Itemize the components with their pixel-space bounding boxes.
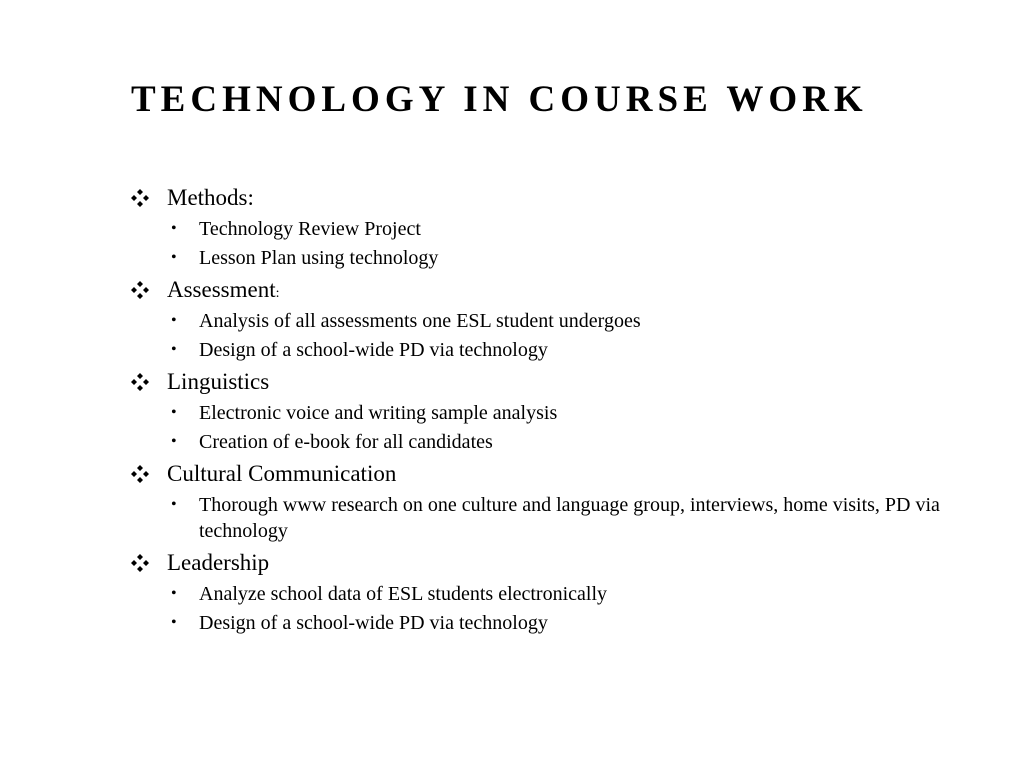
bullet-dot: • bbox=[171, 614, 177, 631]
section-heading bbox=[131, 547, 951, 578]
bullet-dot: • bbox=[171, 249, 177, 266]
four-diamonds-icon bbox=[131, 465, 149, 483]
section-heading bbox=[131, 458, 951, 489]
section-heading-text: Assessment bbox=[167, 277, 276, 302]
bullet-dot: • bbox=[171, 312, 177, 329]
list-item-text: Design of a school-wide PD via technology bbox=[199, 339, 548, 361]
list-item bbox=[131, 308, 951, 334]
bullet-dot: • bbox=[171, 341, 177, 358]
list-item-text: Lesson Plan using technology bbox=[199, 247, 439, 269]
list-item-text: Electronic voice and writing sample analysis bbox=[199, 402, 558, 424]
section-heading-text: Methods: bbox=[167, 185, 254, 210]
bullet-dot: • bbox=[171, 220, 177, 237]
section-cultural-communication bbox=[131, 458, 951, 544]
section-heading bbox=[131, 366, 951, 397]
list-item bbox=[131, 610, 951, 636]
bullet-dot: • bbox=[171, 433, 177, 450]
list-item bbox=[131, 581, 951, 607]
section-heading bbox=[131, 274, 951, 305]
list-item bbox=[131, 492, 951, 544]
list-item bbox=[131, 245, 951, 271]
slide-title: TECHNOLOGY IN COURSE WORK bbox=[131, 79, 868, 120]
bullet-list bbox=[131, 182, 951, 639]
list-item-text: Technology Review Project bbox=[199, 218, 421, 240]
list-item-text: Creation of e-book for all candidates bbox=[199, 431, 493, 453]
section-leadership bbox=[131, 547, 951, 636]
list-item-text: Thorough www research on one culture and language group, interviews, home visits, PD via technology bbox=[199, 494, 940, 542]
list-item bbox=[131, 429, 951, 455]
section-heading-suffix: : bbox=[275, 286, 280, 301]
bullet-dot: • bbox=[171, 585, 177, 602]
section-methods bbox=[131, 182, 951, 271]
section-heading bbox=[131, 182, 951, 213]
bullet-dot: • bbox=[171, 404, 177, 421]
section-assessment bbox=[131, 274, 951, 363]
four-diamonds-icon bbox=[131, 189, 149, 207]
four-diamonds-icon bbox=[131, 281, 149, 299]
four-diamonds-icon bbox=[131, 373, 149, 391]
list-item bbox=[131, 216, 951, 242]
section-heading-text: Leadership bbox=[167, 550, 270, 575]
section-linguistics bbox=[131, 366, 951, 455]
section-heading-text: Cultural Communication bbox=[167, 461, 397, 486]
list-item-text: Design of a school-wide PD via technology bbox=[199, 612, 548, 634]
list-item bbox=[131, 400, 951, 426]
four-diamonds-icon bbox=[131, 554, 149, 572]
section-heading-text: Linguistics bbox=[167, 369, 270, 394]
list-item bbox=[131, 337, 951, 363]
list-item-text: Analyze school data of ESL students electronically bbox=[199, 583, 608, 605]
list-item-text: Analysis of all assessments one ESL student undergoes bbox=[199, 310, 641, 332]
bullet-dot: • bbox=[171, 496, 177, 513]
